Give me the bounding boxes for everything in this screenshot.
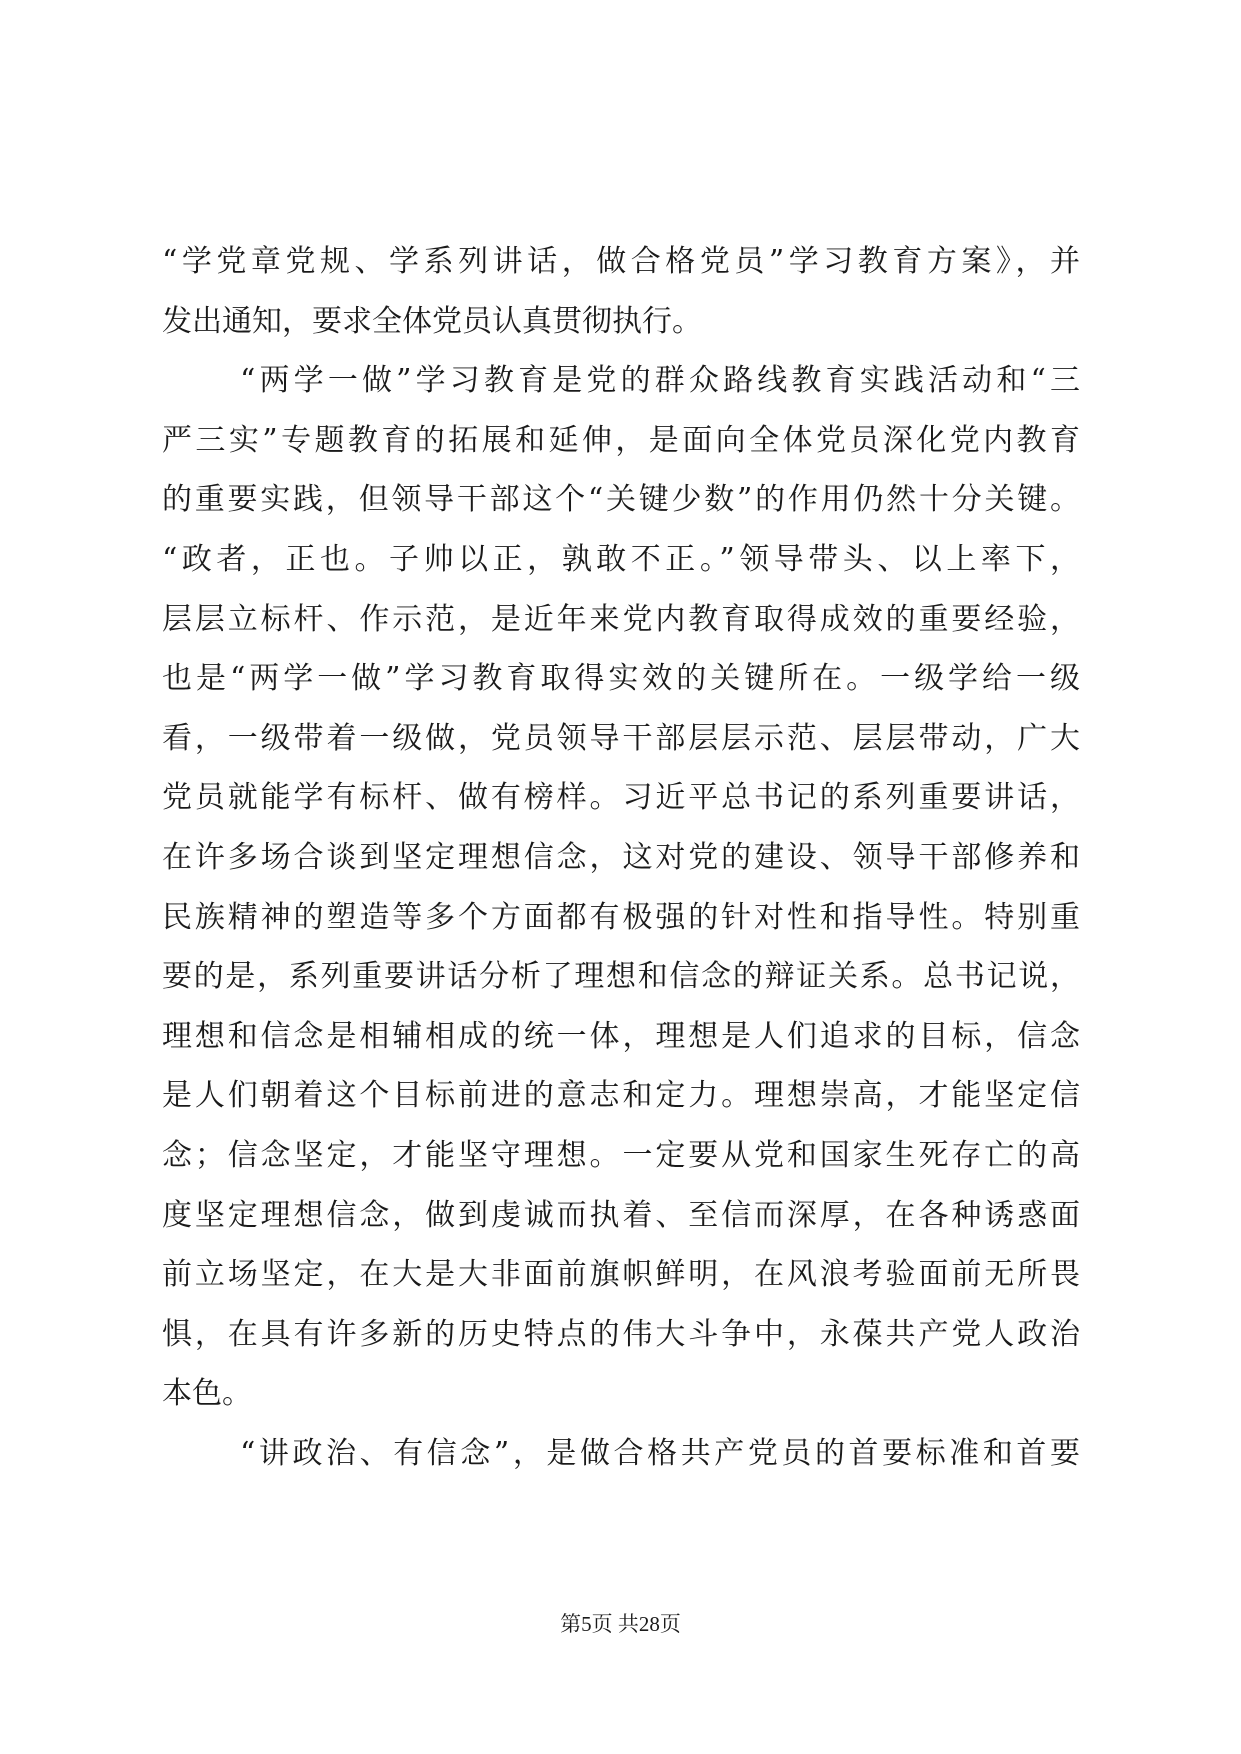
paragraph-first-line: “讲政治、有信念”，是做合格共产党员的首要标准和首要 <box>240 1435 1080 1471</box>
text-line: 发出通知，要求全体党员认真贯彻执行。 <box>162 303 702 339</box>
text-line: “学党章党规、学系列讲话，做合格党员”学习教育方案》，并 <box>162 244 1080 279</box>
text-line: 民族精神的塑造等多个方面都有极强的针对性和指导性。特别重 <box>162 899 1080 935</box>
text-line: 度坚定理想信念，做到虔诚而执着、至信而深厚，在各种诱惑面 <box>162 1197 1080 1233</box>
paragraph-first-line: “两学一做”学习教育是党的群众路线教育实践活动和“三 <box>240 363 1080 399</box>
text-line: 本色。 <box>162 1376 252 1412</box>
text-line: 的重要实践，但领导干部这个“关键少数”的作用仍然十分关键。 <box>162 482 1080 518</box>
text-line: 要的是，系列重要讲话分析了理想和信念的辩证关系。总书记说， <box>162 959 1080 995</box>
text-line: 看，一级带着一级做，党员领导干部层层示范、层层带动，广大 <box>162 720 1080 756</box>
text-line: 严三实”专题教育的拓展和延伸，是面向全体党员深化党内教育 <box>162 422 1080 458</box>
text-line: 是人们朝着这个目标前进的意志和定力。理想崇高，才能坚定信 <box>162 1078 1080 1114</box>
text-line: 层层立标杆、作示范，是近年来党内教育取得成效的重要经验， <box>162 601 1080 637</box>
page-footer: 第5页 共28页 <box>560 1612 681 1636</box>
body-text <box>162 232 1080 1483</box>
text-line: 前立场坚定，在大是大非面前旗帜鲜明，在风浪考验面前无所畏 <box>162 1257 1080 1293</box>
text-line: 在许多场合谈到坚定理想信念，这对党的建设、领导干部修养和 <box>162 839 1080 875</box>
text-line: 念；信念坚定，才能坚守理想。一定要从党和国家生死存亡的高 <box>162 1137 1080 1173</box>
text-line: 理想和信念是相辅相成的统一体，理想是人们追求的目标，信念 <box>162 1018 1080 1054</box>
text-line: 也是“两学一做”学习教育取得实效的关键所在。一级学给一级 <box>162 661 1080 697</box>
text-line: “政者，正也。子帅以正，孰敢不正。”领导带头、以上率下， <box>162 541 1080 577</box>
text-line: 惧，在具有许多新的历史特点的伟大斗争中，永葆共产党人政治 <box>162 1316 1080 1352</box>
text-line: 党员就能学有标杆、做有榜样。习近平总书记的系列重要讲话， <box>162 780 1080 816</box>
